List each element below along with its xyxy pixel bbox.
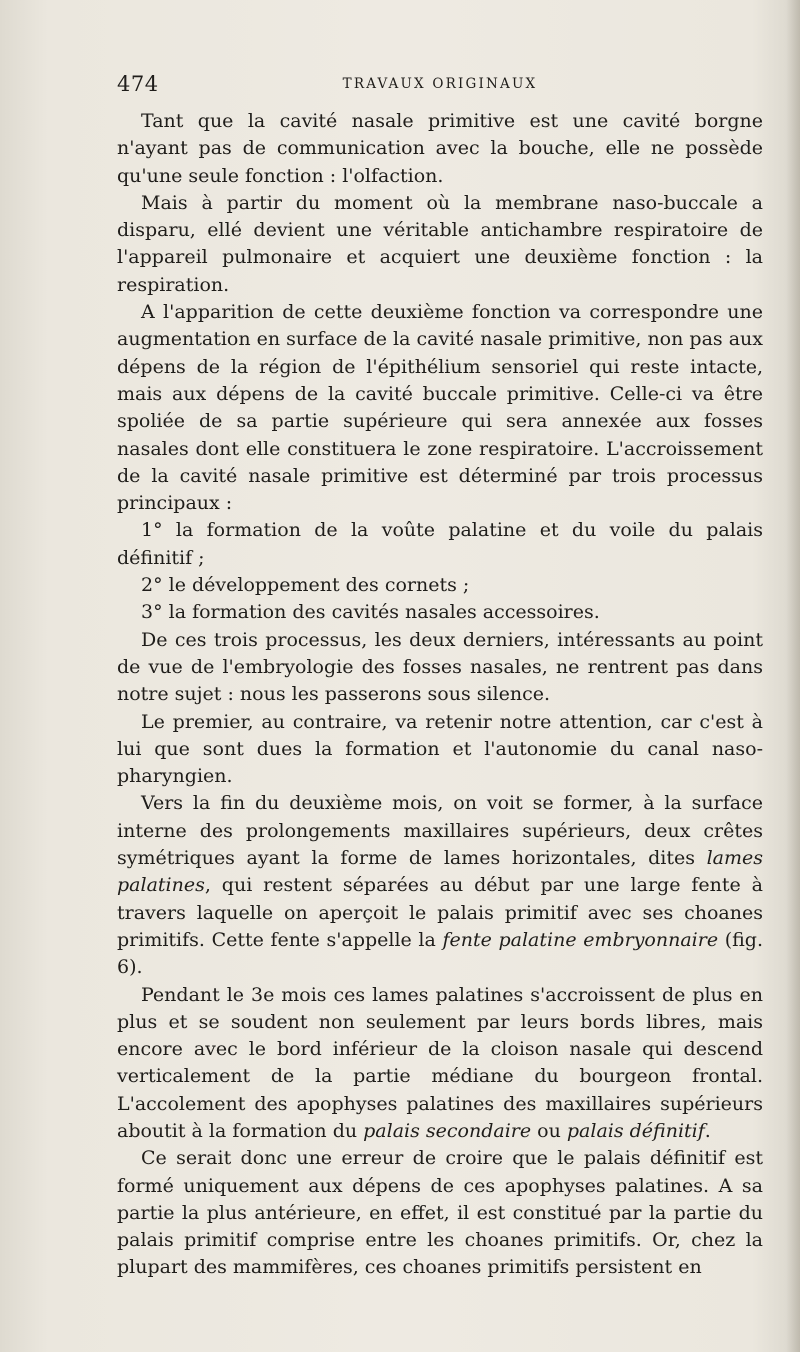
text-run: . [704, 1119, 711, 1142]
paragraph [117, 982, 763, 1146]
text-run: ou [531, 1119, 567, 1142]
page-edge-shadow [786, 0, 800, 1352]
paragraph: A l'apparition de cette deuxième fonction va correspondre une augmentation en surface de la cavité nasale primitive, non pas aux dépens de la région de l'épithélium sensoriel qui reste intacte, mais aux dépens de la cavité buccale primitive. Celle-ci va être spoliée de sa partie supérieure qui sera annexée aux fosses nasales dont elle constituera le zone respiratoire. L'accroissement de la cavité nasale primitive est déterminé par trois processus principaux : [117, 301, 763, 515]
page-number: 474 [117, 72, 159, 96]
text-run: (fig. 6). [117, 928, 763, 979]
italic-term: fente palatine embryonnaire [442, 928, 719, 951]
paragraph: Mais à partir du moment où la membrane naso-buccale a disparu, ellé devient une véritable antichambre respiratoire de l'appareil pulmonaire et acquiert une deuxième fonction : la respiration. [117, 191, 763, 296]
text-run: Pendant le 3e mois ces lames palatines s'accroissent de plus en plus et se soudent non seulement par leurs bords libres, mais encore avec le bord inférieur de la cloison nasale qui descend verticalement de la partie médiane du bourgeon frontal. L'accolement des apophyses palatines des maxillaires supérieurs aboutit à la formation du [117, 983, 763, 1142]
running-head: TRAVAUX ORIGINAUX [342, 76, 538, 92]
italic-term: palais définitif [566, 1119, 705, 1142]
italic-term: lames palatines [117, 847, 763, 897]
text-run: , qui restent séparées au début par une large fente à travers laquelle on aperçoit le palais primitif avec ses choanes primitifs. Cette fente s'appelle la [117, 874, 763, 951]
paragraph: Ce serait donc une erreur de croire que le palais définitif est formé uniquement aux dépens de ces apophyses palatines. A sa partie la plus antérieure, en effet, il est constitué par la partie du palais primitif comprise entre les choanes primitifs. Or, chez la plupart des mammifères, ces choanes primitifs persistent en [117, 1147, 763, 1279]
italic-term: palais secondaire [363, 1119, 532, 1142]
text-run: Vers la fin du deuxième mois, on voit se former, à la surface interne des prolongements maxillaires supérieurs, deux crêtes symétriques ayant la forme de lames horizontales, dites [117, 792, 763, 870]
paragraph: Le premier, au contraire, va retenir notre attention, car c'est à lui que sont dues la formation et l'autonomie du canal naso-pharyngien. [117, 710, 763, 788]
list-item: 1° la formation de la voûte palatine et du voile du palais définitif ; [117, 519, 763, 569]
paragraph: Tant que la cavité nasale primitive est une cavité borgne n'ayant pas de communication avec la bouche, elle ne possède qu'une seule fonction : l'olfaction. [117, 110, 763, 187]
list-item: 2° le développement des cornets ; [141, 574, 470, 597]
paragraph [117, 790, 763, 981]
page-header [117, 72, 763, 98]
list-item: 3° la formation des cavités nasales accessoires. [141, 601, 600, 624]
body-text [117, 108, 763, 1282]
paragraph: De ces trois processus, les deux derniers, intéressants au point de vue de l'embryologie des fosses nasales, ne rentrent pas dans notre sujet : nous les passerons sous silence. [117, 628, 763, 706]
